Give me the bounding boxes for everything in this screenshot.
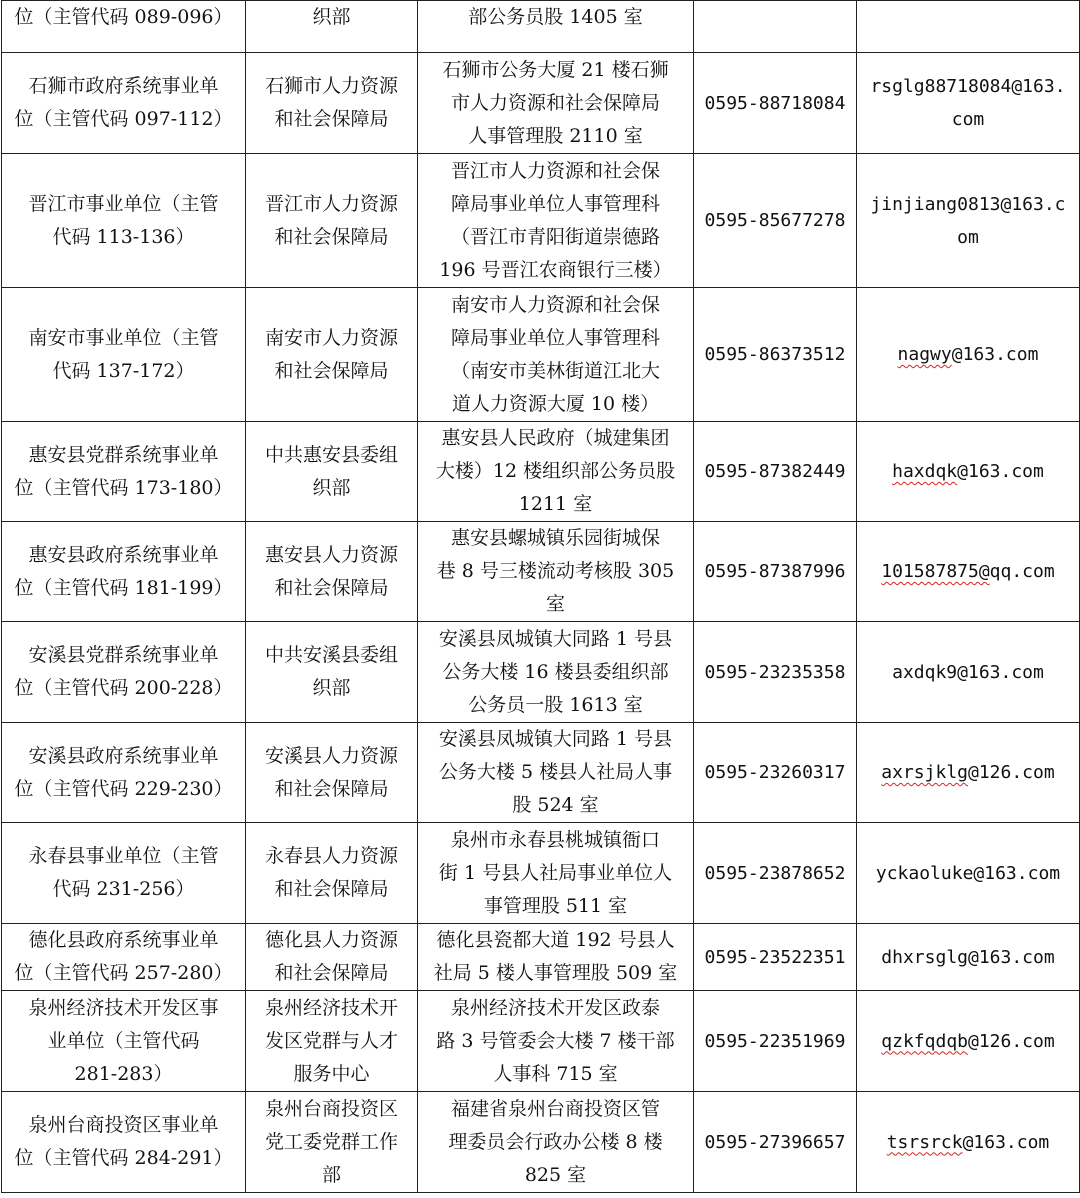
table-row (2, 154, 1080, 288)
unit-cell: 安溪县政府系统事业单 位（主管代码 229-230） (2, 723, 246, 823)
phone-cell: 0595-86373512 (694, 288, 857, 422)
email-cell (857, 723, 1080, 823)
department-cell: 惠安县人力资源 和社会保障局 (246, 522, 418, 622)
department-cell: 晋江市人力资源 和社会保障局 (246, 154, 418, 288)
email-cell (857, 991, 1080, 1092)
email-user: 101587875@ (881, 561, 990, 582)
phone-cell: 0595-87382449 (694, 422, 857, 522)
email-user: axrsjklg (881, 762, 968, 783)
unit-cell: 惠安县政府系统事业单 位（主管代码 181-199） (2, 522, 246, 622)
email-domain: @163.com (962, 1131, 1050, 1153)
table-row (2, 723, 1080, 823)
table-row (2, 288, 1080, 422)
table-row (2, 522, 1080, 622)
email-domain: @126.com (968, 762, 1055, 783)
unit-cell: 安溪县党群系统事业单 位（主管代码 200-228） (2, 622, 246, 723)
table-row (2, 53, 1080, 154)
address-cell: 石狮市公务大厦 21 楼石狮 市人力资源和社会保障局 人事管理股 2110 室 (418, 53, 694, 154)
email-cell (857, 823, 1080, 924)
phone-cell: 0595-23260317 (694, 723, 857, 823)
unit-cell: 泉州经济技术开发区事 业单位（主管代码 281-283） (2, 991, 246, 1092)
department-cell: 泉州台商投资区 党工委党群工作 部 (246, 1092, 418, 1193)
email-user: haxdqk (892, 461, 958, 482)
email-cell (857, 288, 1080, 422)
table-row (2, 622, 1080, 723)
table-row (2, 924, 1080, 991)
table-row (2, 991, 1080, 1092)
email-cell (857, 422, 1080, 522)
table-row (2, 823, 1080, 924)
address-cell: 德化县瓷都大道 192 号县人 社局 5 楼人事管理股 509 室 (418, 924, 694, 991)
phone-cell (694, 1, 857, 53)
email-domain: @163.com (951, 76, 1066, 130)
table-row (2, 1, 1080, 53)
address-cell: 惠安县螺城镇乐园街城保 巷 8 号三楼流动考核股 305 室 (418, 522, 694, 622)
address-cell: 安溪县凤城镇大同路 1 号县 公务大楼 16 楼县委组织部 公务员一股 1613 室 (418, 622, 694, 723)
contact-table (1, 0, 1080, 1193)
unit-cell: 泉州台商投资区事业单 位（主管代码 284-291） (2, 1092, 246, 1193)
address-cell: 南安市人力资源和社会保 障局事业单位人事管理科 （南安市美林街道江北大 道人力资源大厦 10 楼） (418, 288, 694, 422)
email-domain: @163.com (973, 862, 1061, 884)
email-domain: qq.com (989, 561, 1055, 582)
email-domain: @163.com (957, 661, 1044, 683)
department-cell: 中共惠安县委组 织部 (246, 422, 418, 522)
phone-cell: 0595-23522351 (694, 924, 857, 991)
phone-cell: 0595-88718084 (694, 53, 857, 154)
email-cell (857, 1092, 1080, 1193)
email-domain: @163.com (957, 193, 1066, 248)
email-user: jinjiang0813 (870, 193, 1001, 215)
department-cell: 织部 (246, 1, 418, 53)
email-cell (857, 53, 1080, 154)
department-cell: 南安市人力资源 和社会保障局 (246, 288, 418, 422)
unit-cell: 惠安县党群系统事业单 位（主管代码 173-180） (2, 422, 246, 522)
unit-cell: 永春县事业单位（主管 代码 231-256） (2, 823, 246, 924)
email-cell (857, 154, 1080, 288)
department-cell: 中共安溪县委组 织部 (246, 622, 418, 723)
table-row (2, 422, 1080, 522)
phone-cell: 0595-22351969 (694, 991, 857, 1092)
address-cell: 晋江市人力资源和社会保 障局事业单位人事管理科 （晋江市青阳街道崇德路 196 号晋江农商银行三楼） (418, 154, 694, 288)
email-user: qzkfqdqb (881, 1030, 968, 1052)
email-user: axdqk9 (892, 661, 958, 683)
unit-cell: 石狮市政府系统事业单 位（主管代码 097-112） (2, 53, 246, 154)
address-cell: 安溪县凤城镇大同路 1 号县 公务大楼 5 楼县人社局人事 股 524 室 (418, 723, 694, 823)
email-user: tsrsrck (886, 1131, 963, 1153)
unit-cell: 南安市事业单位（主管 代码 137-172） (2, 288, 246, 422)
email-domain: @163.com (957, 461, 1044, 482)
phone-cell: 0595-23235358 (694, 622, 857, 723)
address-cell: 泉州经济技术开发区政泰 路 3 号管委会大楼 7 楼干部 人事科 715 室 (418, 991, 694, 1092)
email-cell (857, 522, 1080, 622)
phone-cell: 0595-23878652 (694, 823, 857, 924)
unit-cell: 晋江市事业单位（主管 代码 113-136） (2, 154, 246, 288)
table-row (2, 1092, 1080, 1193)
address-cell: 福建省泉州台商投资区管 理委员会行政办公楼 8 楼 825 室 (418, 1092, 694, 1193)
phone-cell: 0595-85677278 (694, 154, 857, 288)
phone-cell: 0595-87387996 (694, 522, 857, 622)
unit-cell: 位（主管代码 089-096） (2, 1, 246, 53)
department-cell: 德化县人力资源 和社会保障局 (246, 924, 418, 991)
email-cell (857, 622, 1080, 723)
department-cell: 泉州经济技术开 发区党群与人才 服务中心 (246, 991, 418, 1092)
unit-cell: 德化县政府系统事业单 位（主管代码 257-280） (2, 924, 246, 991)
email-cell (857, 1, 1080, 53)
phone-cell: 0595-27396657 (694, 1092, 857, 1193)
department-cell: 永春县人力资源 和社会保障局 (246, 823, 418, 924)
email-domain: @163.com (968, 946, 1055, 968)
address-cell: 泉州市永春县桃城镇衙口 街 1 号县人社局事业单位人 事管理股 511 室 (418, 823, 694, 924)
email-domain: @163.com (951, 344, 1039, 365)
email-cell (857, 924, 1080, 991)
email-user: nagwy (897, 344, 952, 365)
email-domain: @126.com (968, 1030, 1055, 1052)
email-user: yckaoluke (875, 862, 974, 884)
table-body (2, 1, 1080, 1193)
address-cell: 部公务员股 1405 室 (418, 1, 694, 53)
department-cell: 石狮市人力资源 和社会保障局 (246, 53, 418, 154)
email-user: rsglg88718084 (870, 76, 1012, 97)
department-cell: 安溪县人力资源 和社会保障局 (246, 723, 418, 823)
address-cell: 惠安县人民政府（城建集团 大楼）12 楼组织部公务员股 1211 室 (418, 422, 694, 522)
email-user: dhxrsglg (881, 946, 968, 968)
